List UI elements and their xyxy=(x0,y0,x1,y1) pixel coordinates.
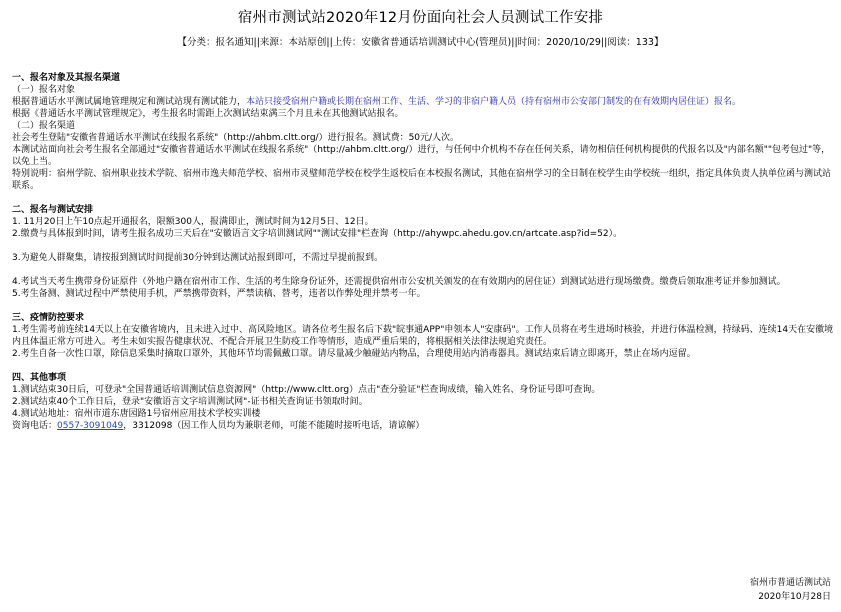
list-item: 1. 11月20日上午10点起开通报名，限额300人，报满即止，测试时间为12月5日、12日。 xyxy=(12,217,374,227)
list-item: 3.为避免人群聚集，请按报到测试时间提前30分钟到达测试站报到即可，不需过早提前报到。 xyxy=(12,253,384,263)
paragraph-text: 根据普通话水平测试属地管理规定和测试站现有测试能力， xyxy=(12,97,247,107)
list-item: 2.缴费与具体报到时间，请考生报名成功三天后在"安徽语言文字培训测试网""测试安排"栏查询（http://ahywpc.ahedu.gov.cn/artcate.asp?id=52）。 xyxy=(12,229,623,239)
paragraph-special-note: 特别说明：宿州学院、宿州职业技术学院、宿州市逸夫师范学校、宿州市灵璧师范学校在校学生返校后在本校报名测试，其他在宿州学习的全日制在校学生由学校统一组织，指定具体负责人执单位函与测试站联系。 xyxy=(12,169,832,191)
phone-link[interactable]: 0557-3091049 xyxy=(57,421,124,431)
page-title: 宿州市测试站2020年12月份面向社会人员测试工作安排 xyxy=(237,10,604,26)
section-heading-2: 二、报名与测试安排 xyxy=(12,205,94,215)
article-meta: 【分类：报名通知||来源：本站原创||上传：安徽省普通话培训测试中心(管理员)||时间：2020/10/29||阅读：133】 xyxy=(177,37,664,48)
list-item: 2.考生自备一次性口罩，除信息采集时摘取口罩外，其他环节均需佩戴口罩。请尽量减少触碰站内物品，合理使用站内消毒器具。测试结束后请立即离开，禁止在场内逗留。 xyxy=(12,349,696,359)
section-heading-4: 四、其他事项 xyxy=(12,373,67,383)
contact-phone xyxy=(12,420,834,432)
phone-rest: ，3312098（因工作人员均为兼职老师，可能不能随时接听电话，请谅解） xyxy=(123,421,425,431)
list-item: 2.测试结束40个工作日后，登录"安徽语言文字培训测试网"-证书相关查询证书领取时间。 xyxy=(12,397,368,407)
paragraph-register-target xyxy=(12,96,834,108)
signature xyxy=(750,576,831,604)
signature-org: 宿州市普通话测试站 xyxy=(749,578,831,588)
section-heading-3: 三、疫情防控要求 xyxy=(12,313,85,323)
paragraph-online-system: 社会考生登陆"安徽省普通话水平测试在线报名系统"（http://ahbm.cltt.org/）进行报名。测试费：50元/人次。 xyxy=(12,133,460,143)
paragraph-no-agency: 本测试站面向社会考生报名全部通过"安徽省普通话水平测试在线报名系统"（http://ahbm.cltt.org/）进行，与任何中介机构不存在任何关系，请勿相信任何机构提供的代报名以及"内部名额""包考包过"等，以免上当。 xyxy=(12,145,831,167)
list-item: 1.考生需考前连续14天以上在安徽省境内，且未进入过中、高风险地区。请各位考生报名后下载"皖事通APP"申领本人"安康码"。工作人员将在考生进场时核验，并进行体温检测，持绿码、连续14天在安徽境内且体温正常方可进入。考生未如实报告健康状况、不配合开展卫生防疫工作等情形，造成严重后果的，将根据相关法律法规追究责任。 xyxy=(12,325,834,347)
article-body xyxy=(12,72,834,432)
paragraph-rules: 根据《普通话水平测试管理规定》，考生报名时需距上次测试结束满三个月且未在其他测试站报名。 xyxy=(12,109,404,119)
section-heading-1: 一、报名对象及其报名渠道 xyxy=(12,73,121,83)
list-item: 1.测试结束30日后，可登录"全国普通话培训测试信息资源网"（http://www.cltt.org）点击"查分验证"栏查询成绩，输入姓名、身份证号即可查询。 xyxy=(12,385,601,395)
highlighted-text: 本站只接受宿州户籍或长期在宿州工作、生活、学习的非宿户籍人员（持有宿州市公安部门制发的在有效期内居住证）报名。 xyxy=(246,97,742,107)
subheading-register-channel: （二）报名渠道 xyxy=(12,121,76,131)
list-item: 4.考试当天考生携带身份证原件（外地户籍在宿州市工作、生活的考生除身份证外，还需提供宿州市公安机关颁发的在有效期内的居住证）到测试站进行现场缴费。缴费后领取准考证并参加测试。 xyxy=(12,277,786,287)
list-item: 4.测试站地址：宿州市道东唐园路1号宿州应用技术学校实训楼 xyxy=(12,409,261,419)
signature-date: 2020年10月28日 xyxy=(758,592,831,602)
list-item: 5.考生备测、测试过程中严禁使用手机，严禁携带资料，严禁读稿、替考，违者以作弊处理并禁考一年。 xyxy=(12,289,426,299)
subheading-register-target: （一）报名对象 xyxy=(12,85,76,95)
phone-label: 资询电话： xyxy=(12,421,58,431)
